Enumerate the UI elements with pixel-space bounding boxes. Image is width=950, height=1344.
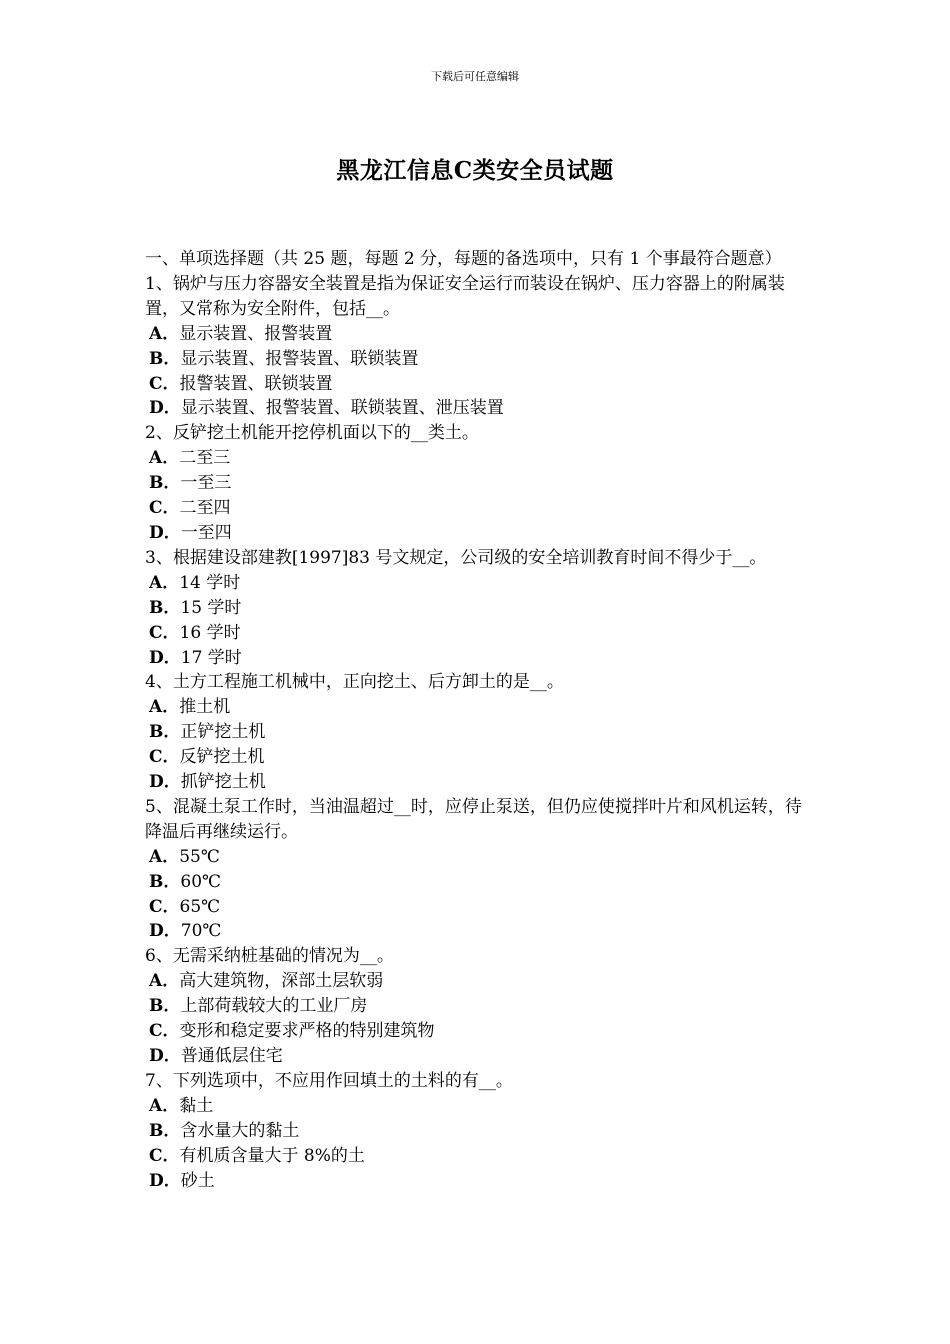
option-text: 55℃: [179, 846, 220, 867]
option-text: 显示装置、报警装置: [179, 323, 333, 344]
document-title: 黑龙江信息C类安全员试题: [336, 157, 614, 184]
option-letter: A．: [149, 697, 180, 718]
option-a[interactable]: [145, 1094, 817, 1119]
option-text: 黏土: [179, 1095, 214, 1116]
option-letter: B．: [149, 871, 181, 892]
question-text: 7、下列选项中，不应用作回填土的土料的有__。: [145, 1070, 513, 1091]
question-text: 6、无需采纳桩基础的情况为__。: [145, 946, 394, 967]
option-b[interactable]: [145, 994, 817, 1019]
option-text: 一至三: [180, 473, 232, 494]
option-text: 15 学时: [180, 597, 242, 618]
option-letter: A．: [149, 846, 180, 867]
option-letter: C．: [149, 622, 180, 643]
option-text: 高大建筑物，深部土层软弱: [179, 971, 384, 992]
option-letter: C．: [149, 498, 180, 519]
option-d[interactable]: [145, 770, 817, 795]
option-d[interactable]: [145, 1169, 817, 1194]
option-b[interactable]: [145, 347, 817, 372]
option-text: 17 学时: [180, 647, 242, 668]
option-text: 推土机: [179, 697, 231, 718]
option-c[interactable]: [145, 895, 817, 920]
question-text: 4、土方工程施工机械中，正向挖土、后方卸土的是__。: [145, 672, 564, 693]
option-text: 砂土: [180, 1170, 215, 1191]
option-a[interactable]: [145, 845, 817, 870]
option-text: 抓铲挖土机: [180, 772, 266, 793]
question-text: 5、混凝土泵工作时，当油温超过__时，应停止泵送，但仍应使搅拌叶片和风机运转，待降温后再继续运行。: [145, 796, 802, 842]
option-text: 二至三: [179, 448, 231, 469]
option-text: 含水量大的黏土: [180, 1120, 300, 1141]
option-text: 14 学时: [179, 572, 241, 593]
option-d[interactable]: [145, 1044, 817, 1069]
option-c[interactable]: [145, 621, 817, 646]
option-text: 正铲挖土机: [180, 722, 266, 743]
option-a[interactable]: [145, 571, 817, 596]
option-text: 显示装置、报警装置、联锁装置: [180, 348, 419, 369]
option-text: 二至四: [179, 498, 231, 519]
option-letter: A．: [149, 572, 180, 593]
option-text: 70℃: [180, 921, 222, 942]
option-d[interactable]: [145, 521, 817, 546]
option-b[interactable]: [145, 720, 817, 745]
option-letter: D．: [149, 647, 181, 668]
question-text: 2、反铲挖土机能开挖停机面以下的__类土。: [145, 423, 479, 444]
option-text: 报警装置、联锁装置: [179, 373, 333, 394]
question-7: [145, 1069, 817, 1194]
option-a[interactable]: [145, 695, 817, 720]
option-text: 65℃: [179, 896, 221, 917]
option-letter: C．: [149, 1021, 180, 1042]
option-a[interactable]: [145, 446, 817, 471]
option-letter: B．: [149, 348, 181, 369]
option-letter: A．: [149, 323, 180, 344]
question-5: [145, 795, 817, 944]
option-letter: D．: [149, 398, 181, 419]
option-text: 16 学时: [179, 622, 241, 643]
option-d[interactable]: [145, 646, 817, 671]
option-text: 变形和稳定要求严格的特别建筑物: [179, 1021, 435, 1042]
option-text: 一至四: [180, 522, 232, 543]
question-text: 3、根据建设部建教[1997]83 号文规定，公司级的安全培训教育时间不得少于__。: [145, 547, 767, 568]
option-text: 反铲挖土机: [179, 747, 265, 768]
option-c[interactable]: [145, 496, 817, 521]
option-letter: B．: [149, 722, 181, 743]
option-text: 上部荷载较大的工业厂房: [180, 996, 368, 1017]
question-text: 1、锅炉与压力容器安全装置是指为保证安全运行而装设在锅炉、压力容器上的附属装置，又常称为安全附件，包括__。: [145, 273, 785, 319]
option-b[interactable]: [145, 1119, 817, 1144]
option-d[interactable]: [145, 396, 817, 421]
option-text: 显示装置、报警装置、联锁装置、泄压装置: [180, 398, 504, 419]
page-header: 下载后可任意编辑: [431, 70, 519, 83]
option-letter: D．: [149, 1170, 181, 1191]
option-letter: C．: [149, 1145, 180, 1166]
option-c[interactable]: [145, 745, 817, 770]
option-text: 有机质含量大于 8%的土: [179, 1145, 365, 1166]
question-6: [145, 944, 817, 1069]
option-a[interactable]: [145, 969, 817, 994]
option-text: 60℃: [180, 871, 222, 892]
option-letter: C．: [149, 747, 180, 768]
option-text: 普通低层住宅: [180, 1046, 283, 1066]
option-letter: D．: [149, 921, 181, 942]
option-c[interactable]: [145, 372, 817, 397]
option-b[interactable]: [145, 471, 817, 496]
option-letter: A．: [149, 971, 180, 992]
option-c[interactable]: [145, 1144, 817, 1169]
option-b[interactable]: [145, 870, 817, 895]
option-letter: B．: [149, 473, 181, 494]
option-letter: A．: [149, 448, 180, 469]
option-letter: B．: [149, 1120, 181, 1141]
option-letter: D．: [149, 1046, 181, 1066]
question-3: [145, 546, 817, 671]
option-letter: D．: [149, 772, 181, 793]
option-letter: D．: [149, 522, 181, 543]
option-c[interactable]: [145, 1019, 817, 1044]
option-letter: A．: [149, 1095, 180, 1116]
option-letter: C．: [149, 373, 180, 394]
section-heading: 一、单项选择题（共 25 题，每题 2 分，每题的备选项中，只有 1 个事最符合题意）: [145, 249, 782, 269]
option-d[interactable]: [145, 919, 817, 944]
question-4: [145, 670, 817, 795]
option-a[interactable]: [145, 322, 817, 347]
option-letter: C．: [149, 896, 180, 917]
option-letter: B．: [149, 996, 181, 1017]
question-1: [145, 272, 817, 421]
question-list: [145, 247, 817, 1193]
question-2: [145, 421, 817, 546]
option-b[interactable]: [145, 596, 817, 621]
option-letter: B．: [149, 597, 181, 618]
